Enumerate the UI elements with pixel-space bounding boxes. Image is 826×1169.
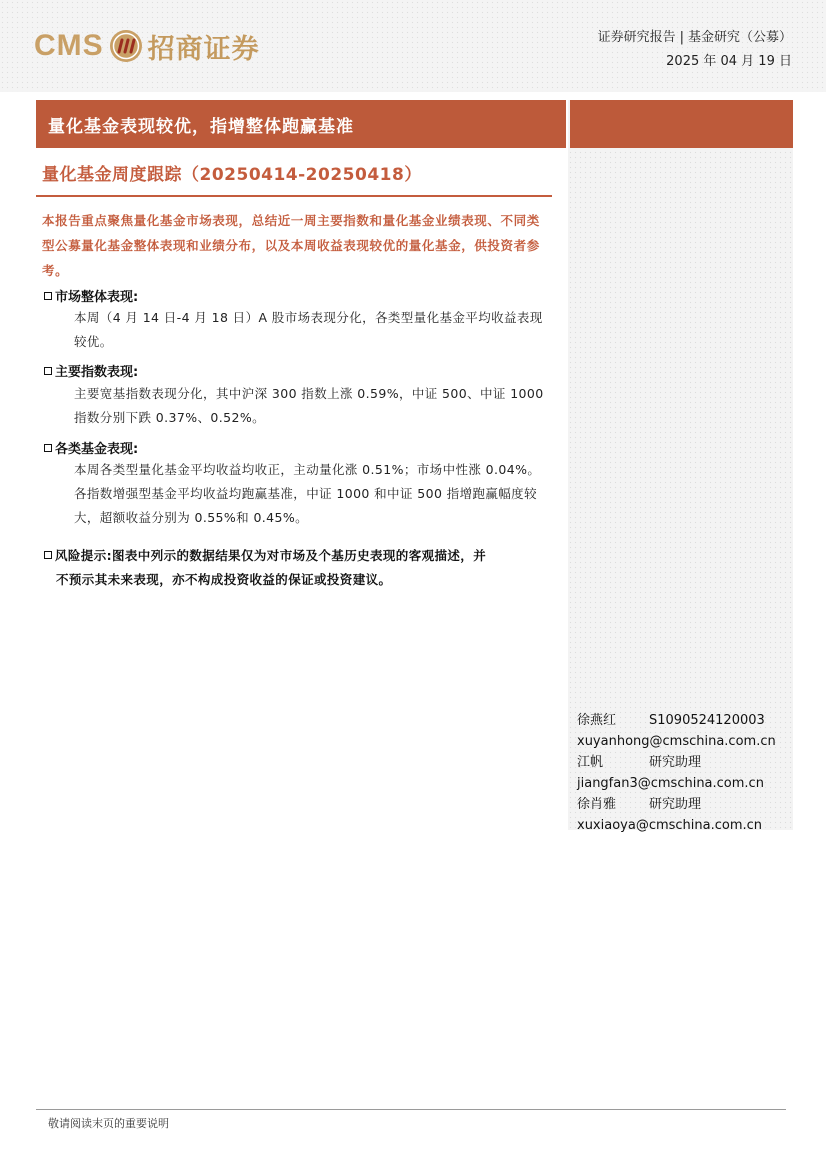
checkbox-bullet-icon [44,367,52,375]
logo-cms-text: CMS [34,29,104,62]
checkbox-bullet-icon [44,551,52,559]
analyst-row [577,794,793,815]
analyst-list [577,710,793,836]
analyst-role: 研究助理 [649,797,702,812]
analyst-name: 徐肖雅 [577,797,617,812]
report-date: 2025 年 04 月 19 日 [666,54,792,69]
logo-chinese-text: 招商证券 [147,33,260,65]
analyst-email[interactable]: jiangfan3@cmschina.com.cn [577,776,764,791]
footer-disclaimer: 敬请阅读末页的重要说明 [48,1117,169,1130]
analyst-id: S1090524120003 [649,713,765,728]
title-bar-right [570,100,793,148]
checkbox-bullet-icon [44,444,52,452]
report-category: 证券研究报告 [597,30,676,45]
section-body-market: 本周（4 月 14 日-4 月 18 日）A 股市场表现分化，各类型量化基金平均收益表现较优。 [74,310,543,349]
report-type [598,26,792,45]
section-body-funds: 本周各类型量化基金平均收益均收正，主动量化涨 0.51%；市场中性涨 0.04%。各指数增强型基金平均收益均跑赢基准，中证 1000 和中证 500 指增跑赢幅度较大，超额收益分别为 0.55%和 0.45%。 [74,462,541,525]
subtitle-divider [36,195,552,197]
summary-paragraph: 本报告重点聚焦量化基金市场表现，总结近一周主要指数和量化基金业绩表现、不同类型公募量化基金整体表现和业绩分布，以及本周收益表现较优的量化基金，供投资者参考。 [42,213,540,278]
section-body-index: 主要宽基指数表现分化，其中沪深 300 指数上涨 0.59%，中证 500、中证 1000 指数分别下跌 0.37%、0.52%。 [74,386,544,425]
section-heading-index: 主要指数表现: [44,361,138,380]
separator: | [679,30,684,45]
checkbox-bullet-icon [44,292,52,300]
logo-emblem-icon [108,28,144,64]
risk-line-1: 图表中列示的数据结果仅为对市场及个基历史表现的客观描述，并 [112,548,487,563]
analyst-name: 徐燕红 [577,713,617,728]
risk-label: 风险提示: [55,548,112,563]
risk-warning [44,544,550,592]
section-heading-market: 市场整体表现: [44,286,138,305]
report-subcategory: 基金研究（公募） [687,30,792,45]
analyst-role: 研究助理 [649,755,702,770]
company-logo [34,26,260,66]
section-heading-funds: 各类基金表现: [44,438,138,457]
analyst-row [577,710,793,731]
analyst-email[interactable]: xuyanhong@cmschina.com.cn [577,734,776,749]
page-title: 量化基金表现较优，指增整体跑赢基准 [48,117,354,137]
footer-divider [36,1109,786,1110]
report-subtitle: 量化基金周度跟踪（20250414-20250418） [42,165,422,185]
analyst-name: 江帆 [577,755,604,770]
title-bar [36,100,566,148]
risk-line-2: 不预示其未来表现，亦不构成投资收益的保证或投资建议。 [56,572,392,587]
analyst-row [577,752,793,773]
analyst-email[interactable]: xuxiaoya@cmschina.com.cn [577,818,763,833]
